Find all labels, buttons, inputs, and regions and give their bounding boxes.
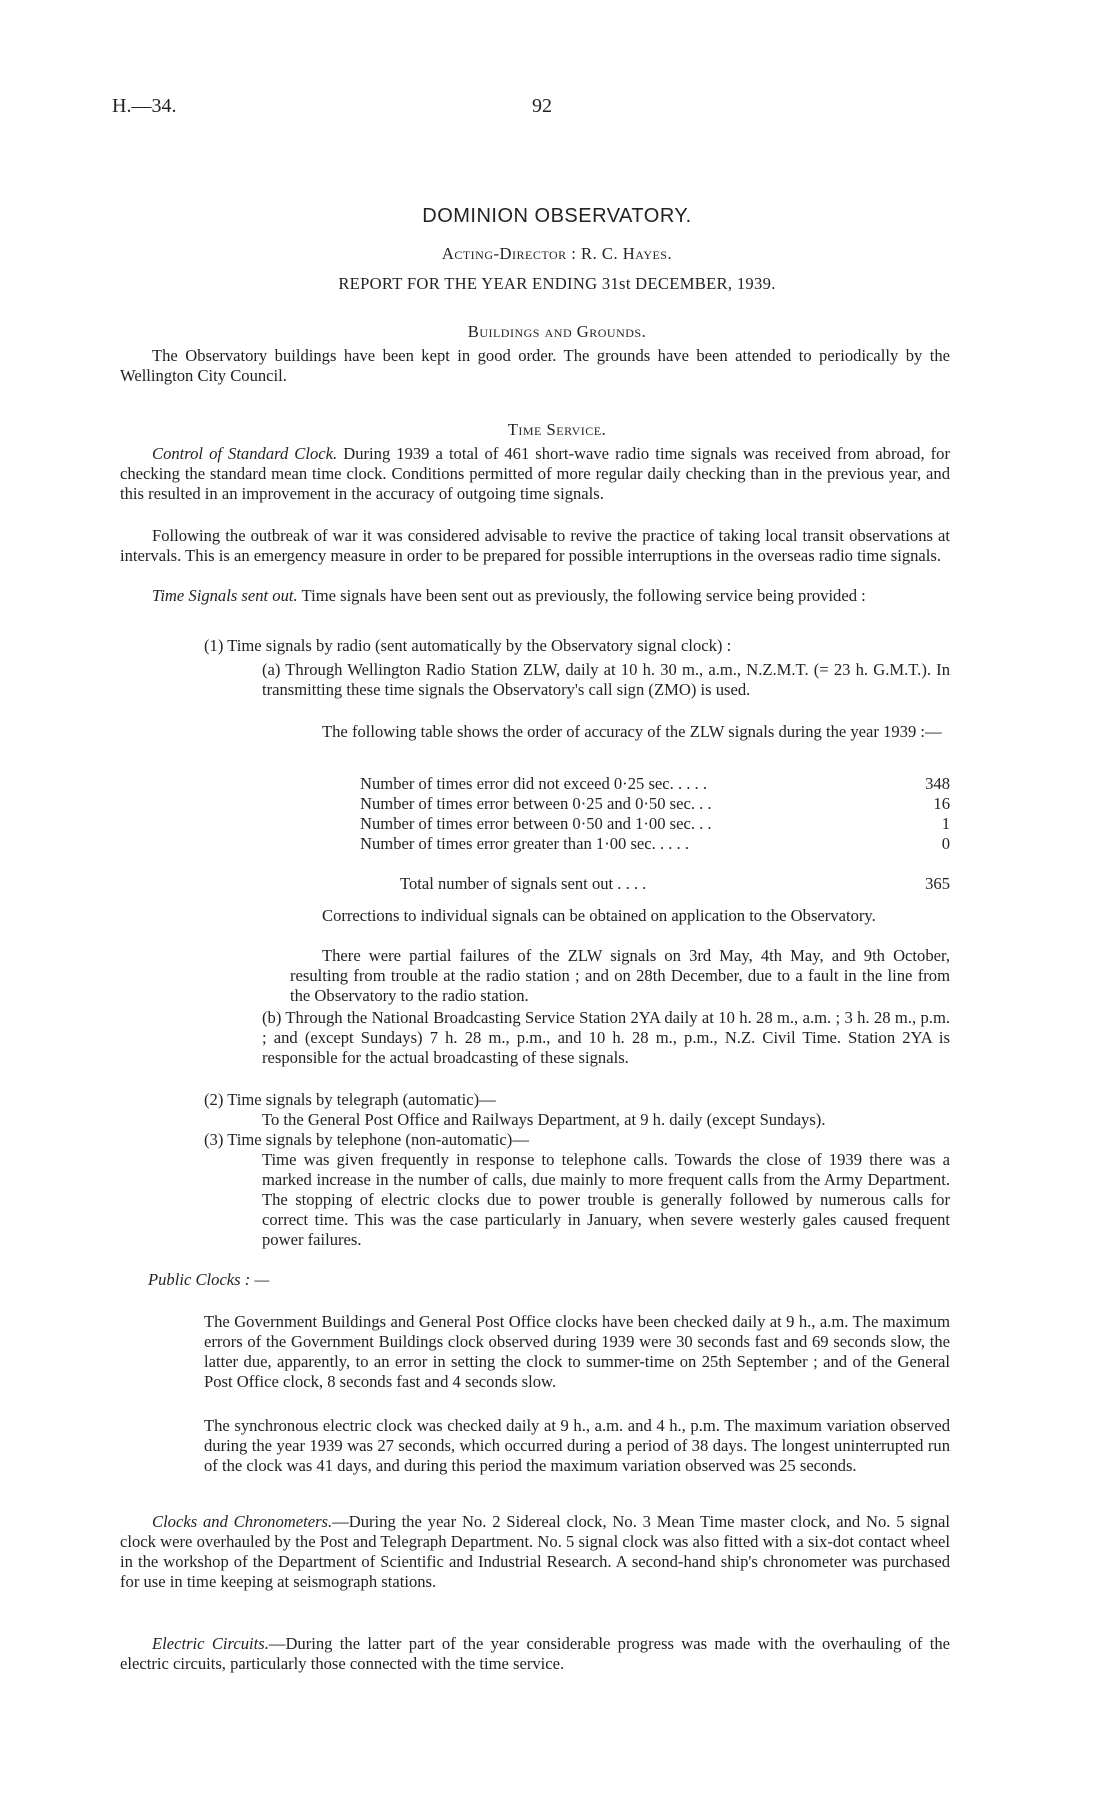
corrections-paragraph: Corrections to individual signals can be obtained on application to the Observatory. <box>322 906 876 925</box>
signals-text: Time signals have been sent out as previously, the following service being provided : <box>301 586 866 605</box>
row-label: Number of times error between 0·25 and 0·50 sec. . . <box>360 794 712 813</box>
item-3-text: Time was given frequently in response to telephone calls. Towards the close of 1939 there was a marked increase in the number of calls, due mainly to more frequent calls from the Army Department. The stopping of electric clocks due to power trouble is generally followed by numerous calls for correct time. This was the case particularly in January, when severe westerly gales caused frequent power failures. <box>262 1150 950 1249</box>
clocks-chronometers-label: Clocks and Chronometers. <box>152 1512 333 1531</box>
signals-paragraph <box>120 586 950 606</box>
clocks-chronometers-paragraph <box>120 1512 950 1592</box>
item-1b-2ya: (b) Through the National Broadcasting Service Station 2YA daily at 10 h. 28 m., a.m. ; 3 h. 28 m., p.m. ; and (except Sundays) 7 h. 28 m., p.m., and 10 h. 28 m., p.m., N.Z. Civil Time. Station 2YA is responsible for the actual broadcasting of these signals. <box>262 1008 950 1067</box>
table-row <box>360 834 950 854</box>
page-title: DOMINION OBSERVATORY. <box>422 205 692 227</box>
clocks-chronometers-text: —During the year No. 2 Sidereal clock, No. 3 Mean Time master clock, and No. 5 signal clock were overhauled by the Post and Telegraph Department. No. 5 signal clock was also fitted with a six-dot contact wheel in the workshop of the Department of Scientific and Industrial Research. A second-hand ship's chronometer was purchased for use in time keeping at seismograph stations. <box>120 1512 950 1591</box>
table-row <box>360 814 950 834</box>
time-service-heading: Time Service. <box>507 420 607 439</box>
table-total-row <box>400 874 950 894</box>
item-1-radio: (1) Time signals by radio (sent automatically by the Observatory signal clock) : <box>204 636 732 655</box>
row-value: 1 <box>941 814 950 833</box>
page-number: 92 <box>532 95 552 117</box>
item-2-telegraph: (2) Time signals by telegraph (automatic)— <box>204 1090 496 1109</box>
electric-circuits-text: —During the latter part of the year considerable progress was made with the overhauling of the electric circuits, particularly those connected with the time service. <box>120 1634 950 1673</box>
outbreak-paragraph: Following the outbreak of war it was considered advisable to revive the practice of taking local transit observations at intervals. This is an emergency measure in order to be prepared for possible interruptions in the overseas radio time signals. <box>120 526 950 565</box>
report-heading: REPORT FOR THE YEAR ENDING 31st DECEMBER, 1939. <box>338 274 776 293</box>
item-3-telephone: (3) Time signals by telephone (non-automatic)— <box>204 1130 529 1149</box>
document-reference: H.—34. <box>112 95 177 117</box>
control-text: During 1939 a total of 461 short-wave radio time signals was received from abroad, for checking the standard mean time clock. Conditions permitted of more regular daily checking than in the previous year, and this resulted in an improvement in the accuracy of outgoing time signals. <box>120 444 950 503</box>
row-value: 16 <box>933 794 950 813</box>
failures-paragraph: There were partial failures of the ZLW signals on 3rd May, 4th May, and 9th October, resulting from trouble at the radio station ; and on 28th December, due to a fault in the line from the Observatory to the radio station. <box>290 946 950 1005</box>
public-clocks-paragraph-2: The synchronous electric clock was checked daily at 9 h., a.m. and 4 h., p.m. The maximum variation observed during the year 1939 was 27 seconds, which occurred during a period of 38 days. The longest uninterrupted run of the clock was 41 days, and during this period the maximum variation observed was 25 seconds. <box>204 1416 950 1475</box>
buildings-heading: Buildings and Grounds. <box>467 322 647 341</box>
public-clocks-label: Public Clocks : — <box>148 1270 270 1289</box>
table-row <box>360 794 950 814</box>
electric-circuits-label: Electric Circuits. <box>152 1634 269 1653</box>
total-value: 365 <box>925 874 950 893</box>
table-row <box>360 774 950 794</box>
electric-circuits-paragraph <box>120 1634 950 1674</box>
table-intro: The following table shows the order of accuracy of the ZLW signals during the year 1939 :— <box>322 722 942 741</box>
row-value: 348 <box>925 774 950 793</box>
row-value: 0 <box>941 834 950 853</box>
public-clocks-paragraph-1: The Government Buildings and General Post Office clocks have been checked daily at 9 h., a.m. The maximum errors of the Government Buildings clock observed during 1939 were 30 seconds fast and 69 seconds slow, the latter due, apparently, to an error in setting the clock to summer-time on 25th September ; and of the General Post Office clock, 8 seconds fast and 4 seconds slow. <box>204 1312 950 1391</box>
total-label: Total number of signals sent out . . . . <box>400 874 647 893</box>
row-label: Number of times error did not exceed 0·25 sec. . . . . <box>360 774 707 793</box>
acting-director-line: Acting-Director : R. C. Hayes. <box>441 244 673 263</box>
row-label: Number of times error between 0·50 and 1·00 sec. . . <box>360 814 712 833</box>
control-paragraph <box>120 444 950 504</box>
row-label: Number of times error greater than 1·00 sec. . . . . <box>360 834 689 853</box>
signals-label: Time Signals sent out. <box>152 586 298 605</box>
control-label: Control of Standard Clock. <box>152 444 338 463</box>
item-2-text: To the General Post Office and Railways Department, at 9 h. daily (except Sundays). <box>262 1110 826 1129</box>
item-1a-zlw: (a) Through Wellington Radio Station ZLW, daily at 10 h. 30 m., a.m., N.Z.M.T. (= 23 h. G.M.T.). In transmitting these time signals the Observatory's call sign (ZMO) is used. <box>262 660 950 699</box>
buildings-paragraph: The Observatory buildings have been kept in good order. The grounds have been attended to periodically by the Wellington City Council. <box>120 346 950 385</box>
